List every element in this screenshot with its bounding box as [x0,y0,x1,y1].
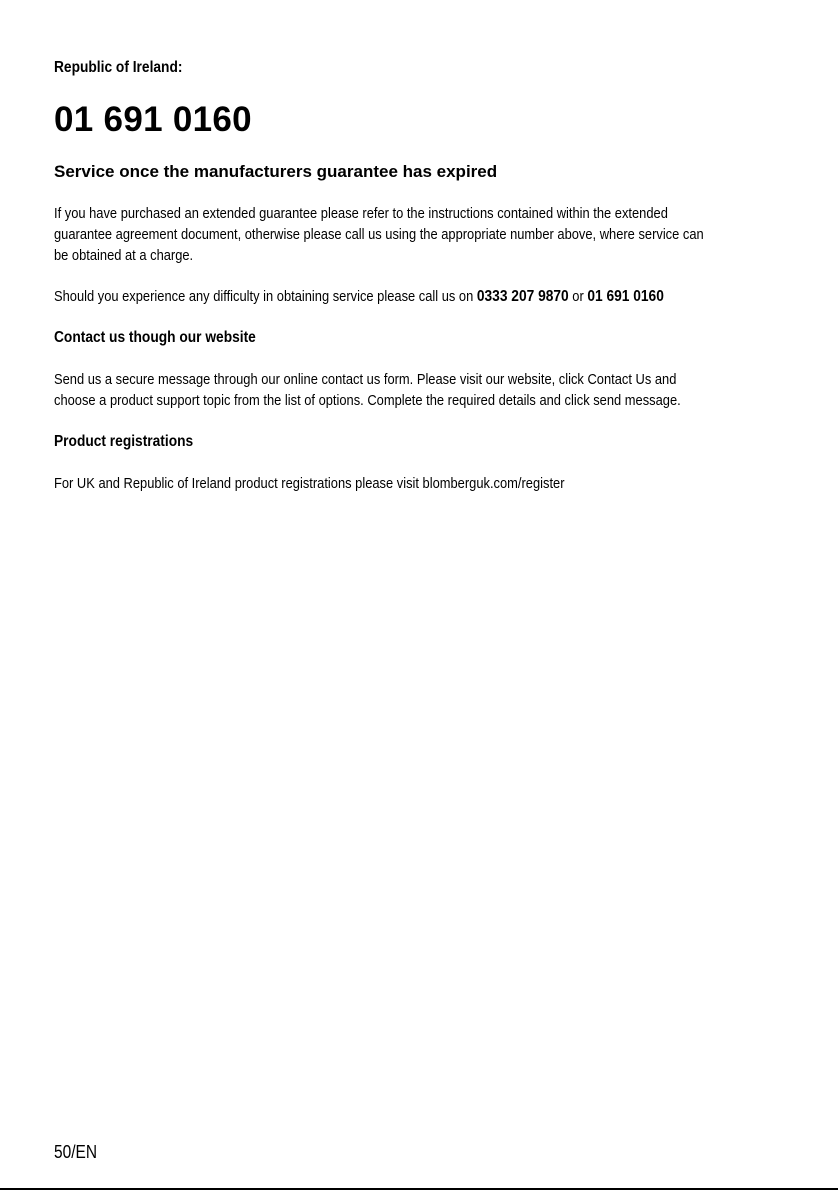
paragraph-line: be obtained at a charge. [54,247,194,264]
paragraph-line: Send us a secure message through our online contact us form. Please visit our website, click Contact Us and [54,371,677,388]
uk-phone-number: 0333 207 9870 [476,288,569,305]
paragraph-line: choose a product support topic from the list of options. Complete the required details and click send message. [54,392,681,409]
paragraph-line: guarantee agreement document, otherwise please call us using the appropriate number above, where service can [54,226,704,243]
contact-paragraph [54,369,681,411]
region-label: Republic of Ireland: [54,59,183,76]
page-number: 50/EN [54,1142,98,1162]
difficulty-text: Should you experience any difficulty in obtaining service please call us on [54,288,477,305]
connector-text: or [568,288,588,305]
service-after-guarantee-heading: Service once the manufacturers guarantee has expired [54,162,498,181]
contact-website-heading: Contact us though our website [54,329,256,346]
extended-guarantee-paragraph [54,203,704,266]
paragraph-line: If you have purchased an extended guarantee please refer to the instructions contained within the extended [54,205,668,222]
bottom-rule [0,1188,838,1190]
registrations-paragraph: For UK and Republic of Ireland product registrations please visit blomberguk.com/register [54,475,565,492]
difficulty-paragraph [54,286,664,307]
ireland-phone-number-inline: 01 691 0160 [587,288,664,305]
ireland-phone-number: 01 691 0160 [54,100,252,139]
product-registrations-heading: Product registrations [54,433,194,450]
